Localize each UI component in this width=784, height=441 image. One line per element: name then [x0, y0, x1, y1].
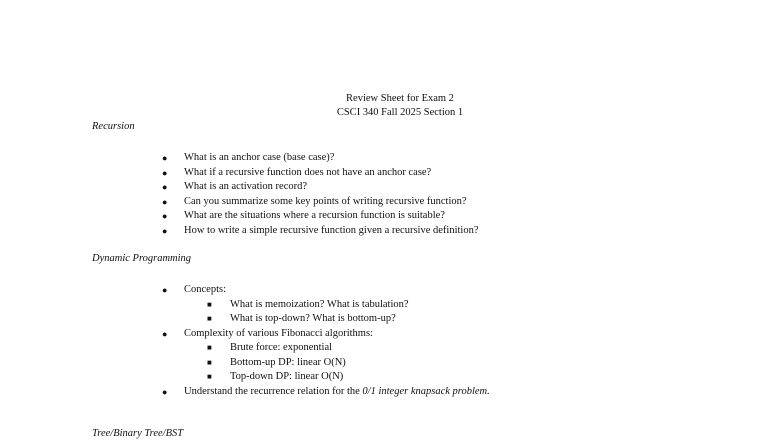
list-item-text: Complexity of various Fibonacci algorithms: — [184, 327, 373, 339]
knapsack-emphasis: 0/1 integer knapsack problem. — [362, 385, 490, 397]
knapsack-prefix: Understand the recurrence relation for the — [184, 385, 363, 397]
list-item-text: Concepts: — [184, 284, 226, 295]
bullet-icon: ● — [162, 211, 168, 221]
square-bullet-icon: ■ — [207, 299, 212, 309]
list-item-text: What is an activation record? — [184, 181, 308, 192]
document-title: Review Sheet for Exam 2 — [346, 93, 454, 104]
bullet-icon: ● — [162, 182, 168, 192]
bullet-icon: ● — [162, 196, 168, 207]
bullet-icon: ● — [162, 153, 168, 163]
square-bullet-icon: ■ — [207, 372, 212, 381]
sub-list-item-text: What is memoization? What is tabulation? — [230, 298, 409, 310]
bullet-icon: ● — [162, 167, 168, 178]
sub-list-item-text: Bottom-up DP: linear O(N) — [230, 356, 346, 368]
list-item-text: How to write a simple recursive function given a recursive definition? — [184, 224, 479, 236]
bullet-icon: ● — [162, 386, 168, 397]
list-item-text: What if a recursive function does not have an anchor case? — [184, 166, 432, 178]
bullet-icon: ● — [162, 225, 168, 236]
sub-list-item-text: What is top-down? What is bottom-up? — [230, 313, 396, 324]
bullet-icon: ● — [162, 328, 168, 339]
list-item-text — [184, 385, 490, 400]
square-bullet-icon: ■ — [207, 343, 212, 352]
list-item-text: Can you summarize some key points of writing recursive function? — [184, 195, 467, 207]
square-bullet-icon: ■ — [207, 314, 212, 323]
section-heading-dynamic-programming: Dynamic Programming — [92, 253, 192, 264]
list-item-text: What is an anchor case (base case)? — [184, 152, 335, 163]
course-info: CSCI 340 Fall 2025 Section 1 — [336, 107, 464, 118]
sub-list-item-text: Top-down DP: linear O(N) — [230, 371, 344, 382]
section-heading-recursion: Recursion — [92, 121, 135, 132]
sub-list-item-text: Brute force: exponential — [230, 342, 333, 353]
section-heading-tree: Tree/Binary Tree/BST — [92, 428, 184, 439]
square-bullet-icon: ■ — [207, 357, 212, 367]
list-item-text: What are the situations where a recursion function is suitable? — [184, 210, 445, 221]
bullet-icon: ● — [162, 285, 168, 295]
